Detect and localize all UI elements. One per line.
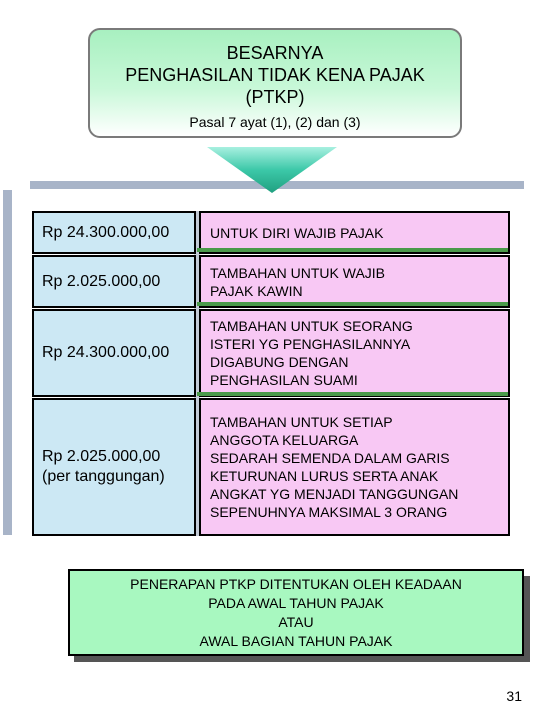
row-separator [197,302,508,306]
ptkp-desc-taxpayer: UNTUK DIRI WAJIB PAJAK [199,211,510,254]
ptkp-amount-taxpayer: Rp 24.300.000,00 [32,211,196,254]
down-arrow-icon [207,147,337,195]
page-number: 31 [506,688,522,704]
ptkp-desc-dependent: TAMBAHAN UNTUK SETIAP ANGGOTA KELUARGA SEDARAH SEMENDA DALAM GARIS KETURUNAN LURUS SERTA ANAK ANGKAT YG MENJADI TANGGUNGAN SEPENUHNYA MAKSIMAL 3 ORANG [199,398,510,536]
decorative-vertical-bar [3,190,12,535]
ptkp-desc-wife: TAMBAHAN UNTUK SEORANG ISTERI YG PENGHASILANNYA DIGABUNG DENGAN PENGHASILAN SUAMI [199,309,510,397]
ptkp-desc-married: TAMBAHAN UNTUK WAJIB PAJAK KAWIN [199,255,510,308]
title-box [88,28,462,138]
row-separator [197,392,508,396]
ptkp-amount-married: Rp 2.025.000,00 [32,255,196,308]
row-separator [197,248,508,252]
ptkp-note-box: PENERAPAN PTKP DITENTUKAN OLEH KEADAAN PADA AWAL TAHUN PAJAK ATAU AWAL BAGIAN TAHUN PAJAK [68,569,524,656]
page-subtitle: Pasal 7 ayat (1), (2) dan (3) [189,114,361,130]
ptkp-amount-dependent: Rp 2.025.000,00 (per tanggungan) [32,398,196,536]
page-title: BESARNYA PENGHASILAN TIDAK KENA PAJAK (PTKP) [125,43,425,107]
ptkp-amount-wife: Rp 24.300.000,00 [32,309,196,397]
